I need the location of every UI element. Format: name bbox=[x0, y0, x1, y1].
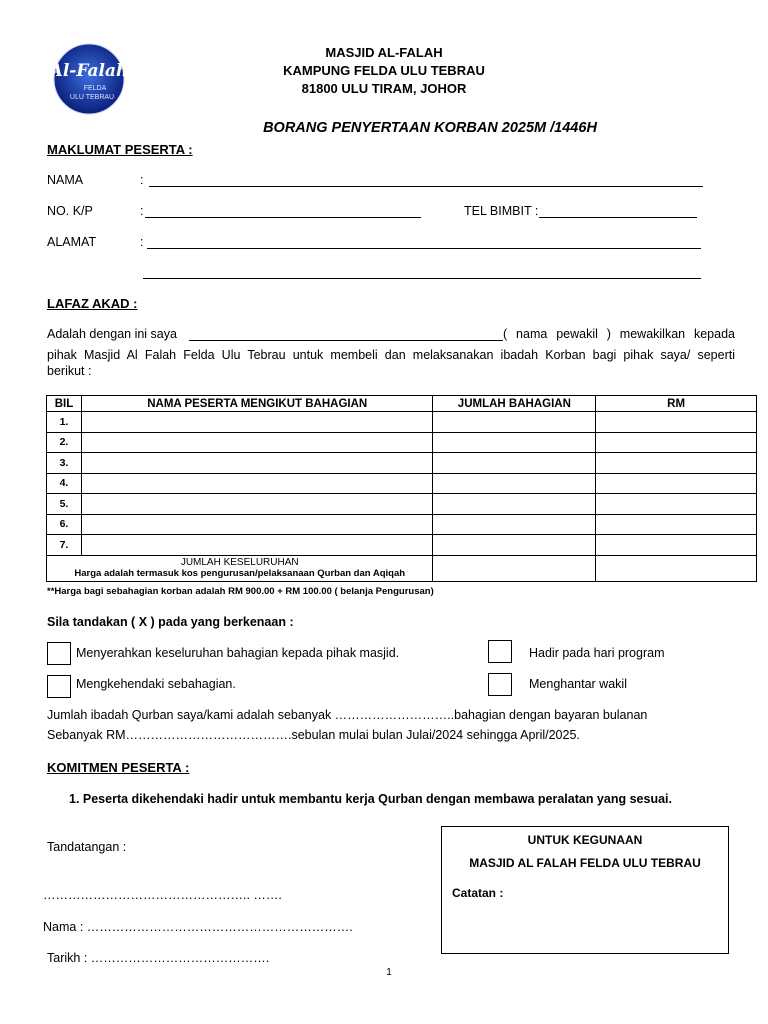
kp-field[interactable] bbox=[145, 217, 421, 218]
office-use-box bbox=[441, 826, 729, 954]
lafaz-text-after: ( nama pewakil ) mewakilkan kepada bbox=[503, 327, 735, 341]
mosque-address: 81800 ULU TIRAM, JOHOR bbox=[301, 81, 467, 96]
page-number: 1 bbox=[386, 967, 392, 978]
row-number: 5. bbox=[47, 494, 82, 515]
row-number: 4. bbox=[47, 473, 82, 494]
section-maklumat: MAKLUMAT PESERTA : bbox=[47, 142, 193, 157]
option-serah-label: Menyerahkan keseluruhan bahagian kepada pihak masjid. bbox=[76, 646, 400, 660]
rm-cell[interactable] bbox=[596, 494, 757, 515]
nama-label: NAMA bbox=[47, 173, 84, 187]
pewakil-field[interactable] bbox=[189, 340, 503, 341]
svg-text:FELDA: FELDA bbox=[83, 85, 107, 92]
nama-cell[interactable] bbox=[81, 432, 432, 453]
lafaz-line-2: pihak Masjid Al Falah Felda Ulu Tebrau untuk membeli dan melaksanakan ibadah Korban bagi pihak saya/ seperti bbox=[47, 348, 735, 362]
rm-cell[interactable] bbox=[596, 473, 757, 494]
table-header-row bbox=[47, 396, 757, 412]
nama-cell[interactable] bbox=[81, 412, 432, 433]
total-jumlah-cell[interactable] bbox=[433, 555, 596, 581]
row-number: 1. bbox=[47, 412, 82, 433]
table-row bbox=[47, 514, 757, 535]
komitmen-item-1: 1. Peserta dikehendaki hadir untuk membantu kerja Qurban dengan membawa peralatan yang sesuai. bbox=[69, 792, 672, 806]
table-row bbox=[47, 432, 757, 453]
table-row bbox=[47, 412, 757, 433]
signature-line[interactable]: ………………………………………….. ……. bbox=[43, 888, 282, 902]
tel-label: TEL BIMBIT : bbox=[464, 204, 539, 218]
payment-line-1: Jumlah ibadah Qurban saya/kami adalah sebanyak ………………………..bahagian dengan bayaran bulanan bbox=[47, 708, 648, 722]
price-footnote: **Harga bagi sebahagian korban adalah RM 900.00 + RM 100.00 ( belanja Pengurusan) bbox=[47, 586, 434, 597]
jumlah-cell[interactable] bbox=[433, 514, 596, 535]
office-line-2: MASJID AL FALAH FELDA ULU TEBRAU bbox=[469, 856, 701, 870]
tandatangan-label: Tandatangan : bbox=[47, 840, 127, 854]
checkbox-hadir[interactable] bbox=[488, 640, 512, 663]
rm-cell[interactable] bbox=[596, 453, 757, 474]
option-sebahagian-label: Mengkehendaki sebahagian. bbox=[76, 677, 236, 691]
nama-field[interactable] bbox=[149, 186, 703, 187]
colon: : bbox=[140, 204, 144, 218]
table-row bbox=[47, 494, 757, 515]
svg-text:Al-Falah: Al-Falah bbox=[50, 61, 128, 81]
row-number: 3. bbox=[47, 453, 82, 474]
table-row bbox=[47, 453, 757, 474]
rm-cell[interactable] bbox=[596, 432, 757, 453]
nama-cell[interactable] bbox=[81, 514, 432, 535]
mosque-village: KAMPUNG FELDA ULU TEBRAU bbox=[283, 63, 485, 78]
jumlah-cell[interactable] bbox=[433, 453, 596, 474]
nama-cell[interactable] bbox=[81, 473, 432, 494]
option-wakil-label: Menghantar wakil bbox=[529, 677, 627, 691]
office-line-1: UNTUK KEGUNAAN bbox=[527, 833, 643, 847]
total-rm-cell[interactable] bbox=[596, 555, 757, 581]
tel-field[interactable] bbox=[539, 217, 697, 218]
col-nama: NAMA PESERTA MENGIKUT BAHAGIAN bbox=[81, 396, 432, 412]
option-hadir-label: Hadir pada hari program bbox=[529, 646, 665, 660]
tarikh-signature[interactable]: Tarikh : ……………………………………. bbox=[47, 951, 270, 965]
table-row bbox=[47, 473, 757, 494]
jumlah-cell[interactable] bbox=[433, 412, 596, 433]
alamat-field-2[interactable] bbox=[143, 278, 701, 279]
rm-cell[interactable] bbox=[596, 535, 757, 556]
kp-label: NO. K/P bbox=[47, 204, 93, 218]
table-row bbox=[47, 535, 757, 556]
checkbox-wakil[interactable] bbox=[488, 673, 512, 696]
row-number: 7. bbox=[47, 535, 82, 556]
lafaz-text-start: Adalah dengan ini saya bbox=[47, 327, 177, 341]
checkbox-sebahagian[interactable] bbox=[47, 675, 71, 698]
jumlah-cell[interactable] bbox=[433, 432, 596, 453]
col-rm: RM bbox=[596, 396, 757, 412]
row-number: 6. bbox=[47, 514, 82, 535]
alamat-label: ALAMAT bbox=[47, 235, 97, 249]
col-jumlah: JUMLAH BAHAGIAN bbox=[433, 396, 596, 412]
form-title: BORANG PENYERTAAN KORBAN 2025M /1446H bbox=[263, 120, 597, 136]
rm-cell[interactable] bbox=[596, 514, 757, 535]
colon: : bbox=[140, 173, 144, 187]
jumlah-cell[interactable] bbox=[433, 473, 596, 494]
total-label: JUMLAH KESELURUHAN bbox=[180, 557, 299, 568]
svg-text:ULU TEBRAU: ULU TEBRAU bbox=[69, 94, 115, 101]
nama-cell[interactable] bbox=[81, 535, 432, 556]
nama-signature[interactable]: Nama : ………………………………………………………. bbox=[43, 920, 353, 934]
participant-table bbox=[46, 395, 757, 582]
row-number: 2. bbox=[47, 432, 82, 453]
payment-line-2: Sebanyak RM………………………………….sebulan mulai bulan Julai/2024 sehingga April/2025. bbox=[47, 728, 580, 742]
alamat-field-1[interactable] bbox=[147, 248, 701, 249]
lafaz-line-3: berikut : bbox=[47, 364, 92, 378]
col-bil: BIL bbox=[47, 396, 82, 412]
total-note: Harga adalah termasuk kos pengurusan/pelaksanaan Qurban dan Aqiqah bbox=[74, 568, 406, 579]
rm-cell[interactable] bbox=[596, 412, 757, 433]
total-label-cell bbox=[47, 555, 433, 581]
colon: : bbox=[140, 235, 144, 249]
section-komitmen: KOMITMEN PESERTA : bbox=[47, 760, 190, 775]
catatan-label: Catatan : bbox=[452, 886, 504, 900]
options-heading: Sila tandakan ( X ) pada yang berkenaan : bbox=[47, 615, 294, 629]
jumlah-cell[interactable] bbox=[433, 494, 596, 515]
nama-cell[interactable] bbox=[81, 453, 432, 474]
section-lafaz: LAFAZ AKAD : bbox=[47, 296, 138, 311]
nama-cell[interactable] bbox=[81, 494, 432, 515]
mosque-name: MASJID AL-FALAH bbox=[325, 45, 443, 60]
checkbox-serah[interactable] bbox=[47, 642, 71, 665]
total-row bbox=[47, 555, 757, 581]
jumlah-cell[interactable] bbox=[433, 535, 596, 556]
